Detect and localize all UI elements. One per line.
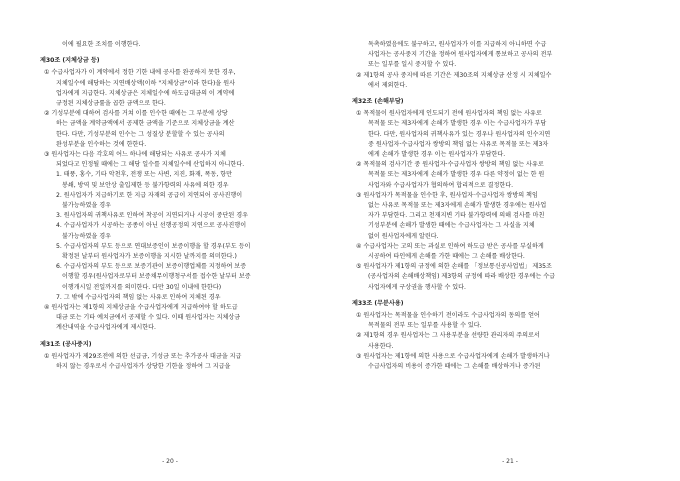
sub-item <box>40 211 312 221</box>
text-line: 계산내역을 수급사업자에게 제시한다. <box>56 324 156 332</box>
sub-item <box>40 242 312 262</box>
text-line: 확정된 날부터 원사업자가 보증이행을 지시한 날까지를 의미한다.) <box>62 253 237 261</box>
text-line: ③ 원사업자가 목적물을 인수한 후, 원사업자·수급사업자 쌍방의 책임 <box>356 191 538 199</box>
sub-item <box>40 170 312 190</box>
clause-item <box>40 303 312 334</box>
text-line: 4. 수급사업자가 시공하는 공종이 아닌 선행공정의 지연으로 공사진행이 <box>56 222 247 230</box>
text-line: ② 제1항의 공사 중지에 따른 기간은 제30조의 지체상금 산정 시 지체일수 <box>356 71 552 79</box>
article-heading: 제32조 (손해부담) <box>352 98 404 106</box>
text-line: 목적물 또는 제3자에게 손해가 발생한 경우 이는 수급사업자가 부담 <box>368 120 547 128</box>
text-line: 되었다고 인정될 때에는 그 해당 일수를 지체일수에 산입하지 아니한다. <box>56 161 245 169</box>
sub-item <box>40 293 312 303</box>
text-line: 1. 태풍, 홍수, 기타 악천후, 전쟁 또는 사변, 지진, 화재, 폭동, 항만 <box>56 171 233 179</box>
text-line: 목적물의 전부 또는 일부를 사용할 수 있다. <box>368 322 482 330</box>
text-line: ② 기성부분에 대하여 검사를 거쳐 이를 인수한 때에는 그 부분에 상당 <box>44 110 228 118</box>
text-line: 없는 사유로 목적물 또는 제3자에게 손해가 발생한 경우에는 원사업 <box>368 202 547 210</box>
text-line: 7. 그 밖에 수급사업자의 책임 없는 사유로 인하여 지체된 경우 <box>56 293 221 301</box>
text-line: 사업자와 수급사업자가 협의하여 합리적으로 결정한다. <box>368 181 514 189</box>
clause-item <box>352 109 652 160</box>
text-line: 불가능하였을 경우 <box>62 202 112 210</box>
left-page-body <box>40 40 312 372</box>
clause-item <box>352 352 652 372</box>
text-line: 3. 원사업자의 귀책사유로 인하여 착공이 지연되거나 시공이 중단된 경우 <box>56 212 249 220</box>
text-line: ① 목적물이 원사업자에게 인도되기 전에 원사업자의 책임 없는 사유로 <box>356 110 542 118</box>
text-line: ⑤ 원사업자가 제1항의 규정에 의한 손해를 「정보통신공사업법」 제35조 <box>356 263 552 271</box>
clause-item <box>352 160 652 191</box>
text-line: 이행개시일 전일까지를 의미한다. 다만 30일 이내에 한한다) <box>62 283 222 291</box>
text-line: ④ 수급사업자는 고의 또는 과실로 인하여 하도급 받은 공사를 부실하게 <box>356 242 544 250</box>
sub-item <box>40 221 312 241</box>
text-line: ② 목적물의 검사기간 중 원사업자·수급사업자 쌍방의 책임 없는 사유로 <box>356 161 544 169</box>
text-line: 불가능하였을 경우 <box>62 232 112 240</box>
text-line: ④ 원사업자는 제1항의 지체상금을 수급사업자에게 지급하여야 할 하도급 <box>44 304 238 312</box>
article-heading: 제33조 (무분사용) <box>352 299 404 307</box>
right-page <box>340 0 680 481</box>
clause-item <box>352 311 652 331</box>
text-line: 2. 원사업자가 지급하기로 한 지급 자재의 공급이 지연되어 공사진행이 <box>56 191 243 199</box>
page-number: - 20 - <box>162 458 178 465</box>
text-line: 이행할 경우(원사업자로부터 보증채무이행청구서를 접수한 날부터 보증 <box>62 273 251 281</box>
sub-item <box>40 191 312 211</box>
text-line: 에게 손해가 발생한 경우 이는 원사업자가 부담한다. <box>368 151 506 159</box>
text-line: 기성부분에 손해가 발생한 때에는 수급사업자는 그 사실을 지체 <box>368 222 535 230</box>
clause-item <box>40 150 312 170</box>
clause-item <box>40 68 312 109</box>
text-line: 이에 필요한 조치를 이행한다. <box>62 41 141 48</box>
clause-item <box>352 242 652 262</box>
text-line: 하는 금액을 계약금액에서 공제한 금액을 기준으로 지체상금을 계산 <box>56 120 235 128</box>
text-line: 사업자는 공사중지 기간을 정하여 원사업자에게 통보하고 공사의 전부 <box>368 51 553 59</box>
clause-item <box>40 109 312 150</box>
text-line: 지체일수에 해당하는 지연배상액(이하 "지체상금"이라 한다)을 원사 <box>56 79 235 87</box>
clause-item <box>352 40 652 71</box>
text-line: 시공하여 타인에게 손해를 가한 때에는 그 손해를 배상한다. <box>368 253 525 261</box>
clause-item <box>352 71 652 91</box>
right-page-body <box>352 40 652 372</box>
text-line: ① 원사업자는 목적물을 인수하기 전이라도 수급사업자의 동의를 얻어 <box>356 312 540 320</box>
text-line: 5. 수급사업자의 부도 등으로 연대보증인이 보증이행을 할 경우(부도 등이 <box>56 242 251 250</box>
text-line: 6. 수급사업자의 부도 등으로 보증기관이 보증이행업체를 지정하여 보증 <box>56 263 247 271</box>
page-number: - 21 - <box>502 458 518 465</box>
text-line: ③ 원사업자는 다음 각호의 어느 하나에 해당되는 사유로 공사가 지체 <box>44 151 226 159</box>
clause-item <box>352 191 652 242</box>
text-line: 규정된 지체상금률을 곱한 금액으로 한다. <box>56 100 166 108</box>
text-line: 하지 않는 경우로서 수급사업자가 상당한 기한을 정하여 그 지급을 <box>56 363 231 371</box>
text-line: 에서 제외한다. <box>368 81 408 89</box>
text-line: ① 수급사업자가 이 계약에서 정한 기한 내에 공사를 완공하지 못한 경우, <box>44 69 236 77</box>
article-heading: 제30조 (지체상금 등) <box>40 57 100 65</box>
clause-item <box>40 352 312 372</box>
text-line: 한다. 다만, 기성부분의 인수는 그 성질상 분할할 수 있는 공사의 <box>56 130 225 138</box>
text-line: 목적물 또는 제3자에게 손해가 발생한 경우 다른 약정이 없는 한 원 <box>368 171 545 179</box>
article-heading: 제31조 (공사중지) <box>40 340 92 348</box>
text-line: 자가 부담한다. 그리고 천재지변 기타 불가항력에 의해 검사를 마친 <box>368 212 545 220</box>
text-line: 한다. 다만, 원사업자의 귀책사유가 있는 경우나 원사업자의 인수지연 <box>368 130 551 138</box>
text-line: 또는 일부를 일시 중지할 수 있다. <box>368 61 457 69</box>
text-line: 사업자에게 구상권을 행사할 수 있다. <box>368 283 466 291</box>
text-line: 완성부분을 인수하는 것에 한한다. <box>56 140 147 148</box>
sub-item <box>40 262 312 293</box>
text-line: 봉쇄, 방역 및 보안상 출입제한 등 불가항력의 사유에 의한 경우 <box>62 181 229 189</box>
text-line: 중 원사업자·수급사업자 쌍방의 책임 없는 사유로 목적물 또는 제3자 <box>368 140 549 148</box>
text-line: ② 제1항의 경우 원사업자는 그 사용부분을 선량한 관리자의 주의로서 <box>356 332 540 340</box>
text-line: 독촉하였음에도 불구하고, 원사업자가 이를 지급하지 아니하면 수급 <box>368 41 547 48</box>
text-line: ③ 원사업자는 제1항에 의한 사용으로 수급사업자에게 손해가 발생하거나 <box>356 352 550 360</box>
text-line: 사용한다. <box>368 342 394 350</box>
text-line: 업자에게 지급한다. 지체상금은 지체일수에 하도급대금의 이 계약에 <box>56 89 235 97</box>
text-line: ① 원사업자가 제29조전에 의한 선급금, 기성금 또는 추가공사 대금을 지급 <box>44 352 242 360</box>
clause-item <box>352 331 652 351</box>
text-line: (공사업자의 손해배상책임) 제3항의 규정에 따라 배상한 경우에는 수급 <box>368 273 556 281</box>
clause-item <box>352 262 652 293</box>
text-line: 수급사업자의 비용이 증가한 때에는 그 손해를 배상하거나 증가된 <box>368 363 541 371</box>
text-line: 대금 또는 기타 예치금에서 공제할 수 있다. 이때 원사업자는 지체상금 <box>56 314 241 322</box>
text-line: 없이 원사업자에게 알린다. <box>368 232 439 240</box>
